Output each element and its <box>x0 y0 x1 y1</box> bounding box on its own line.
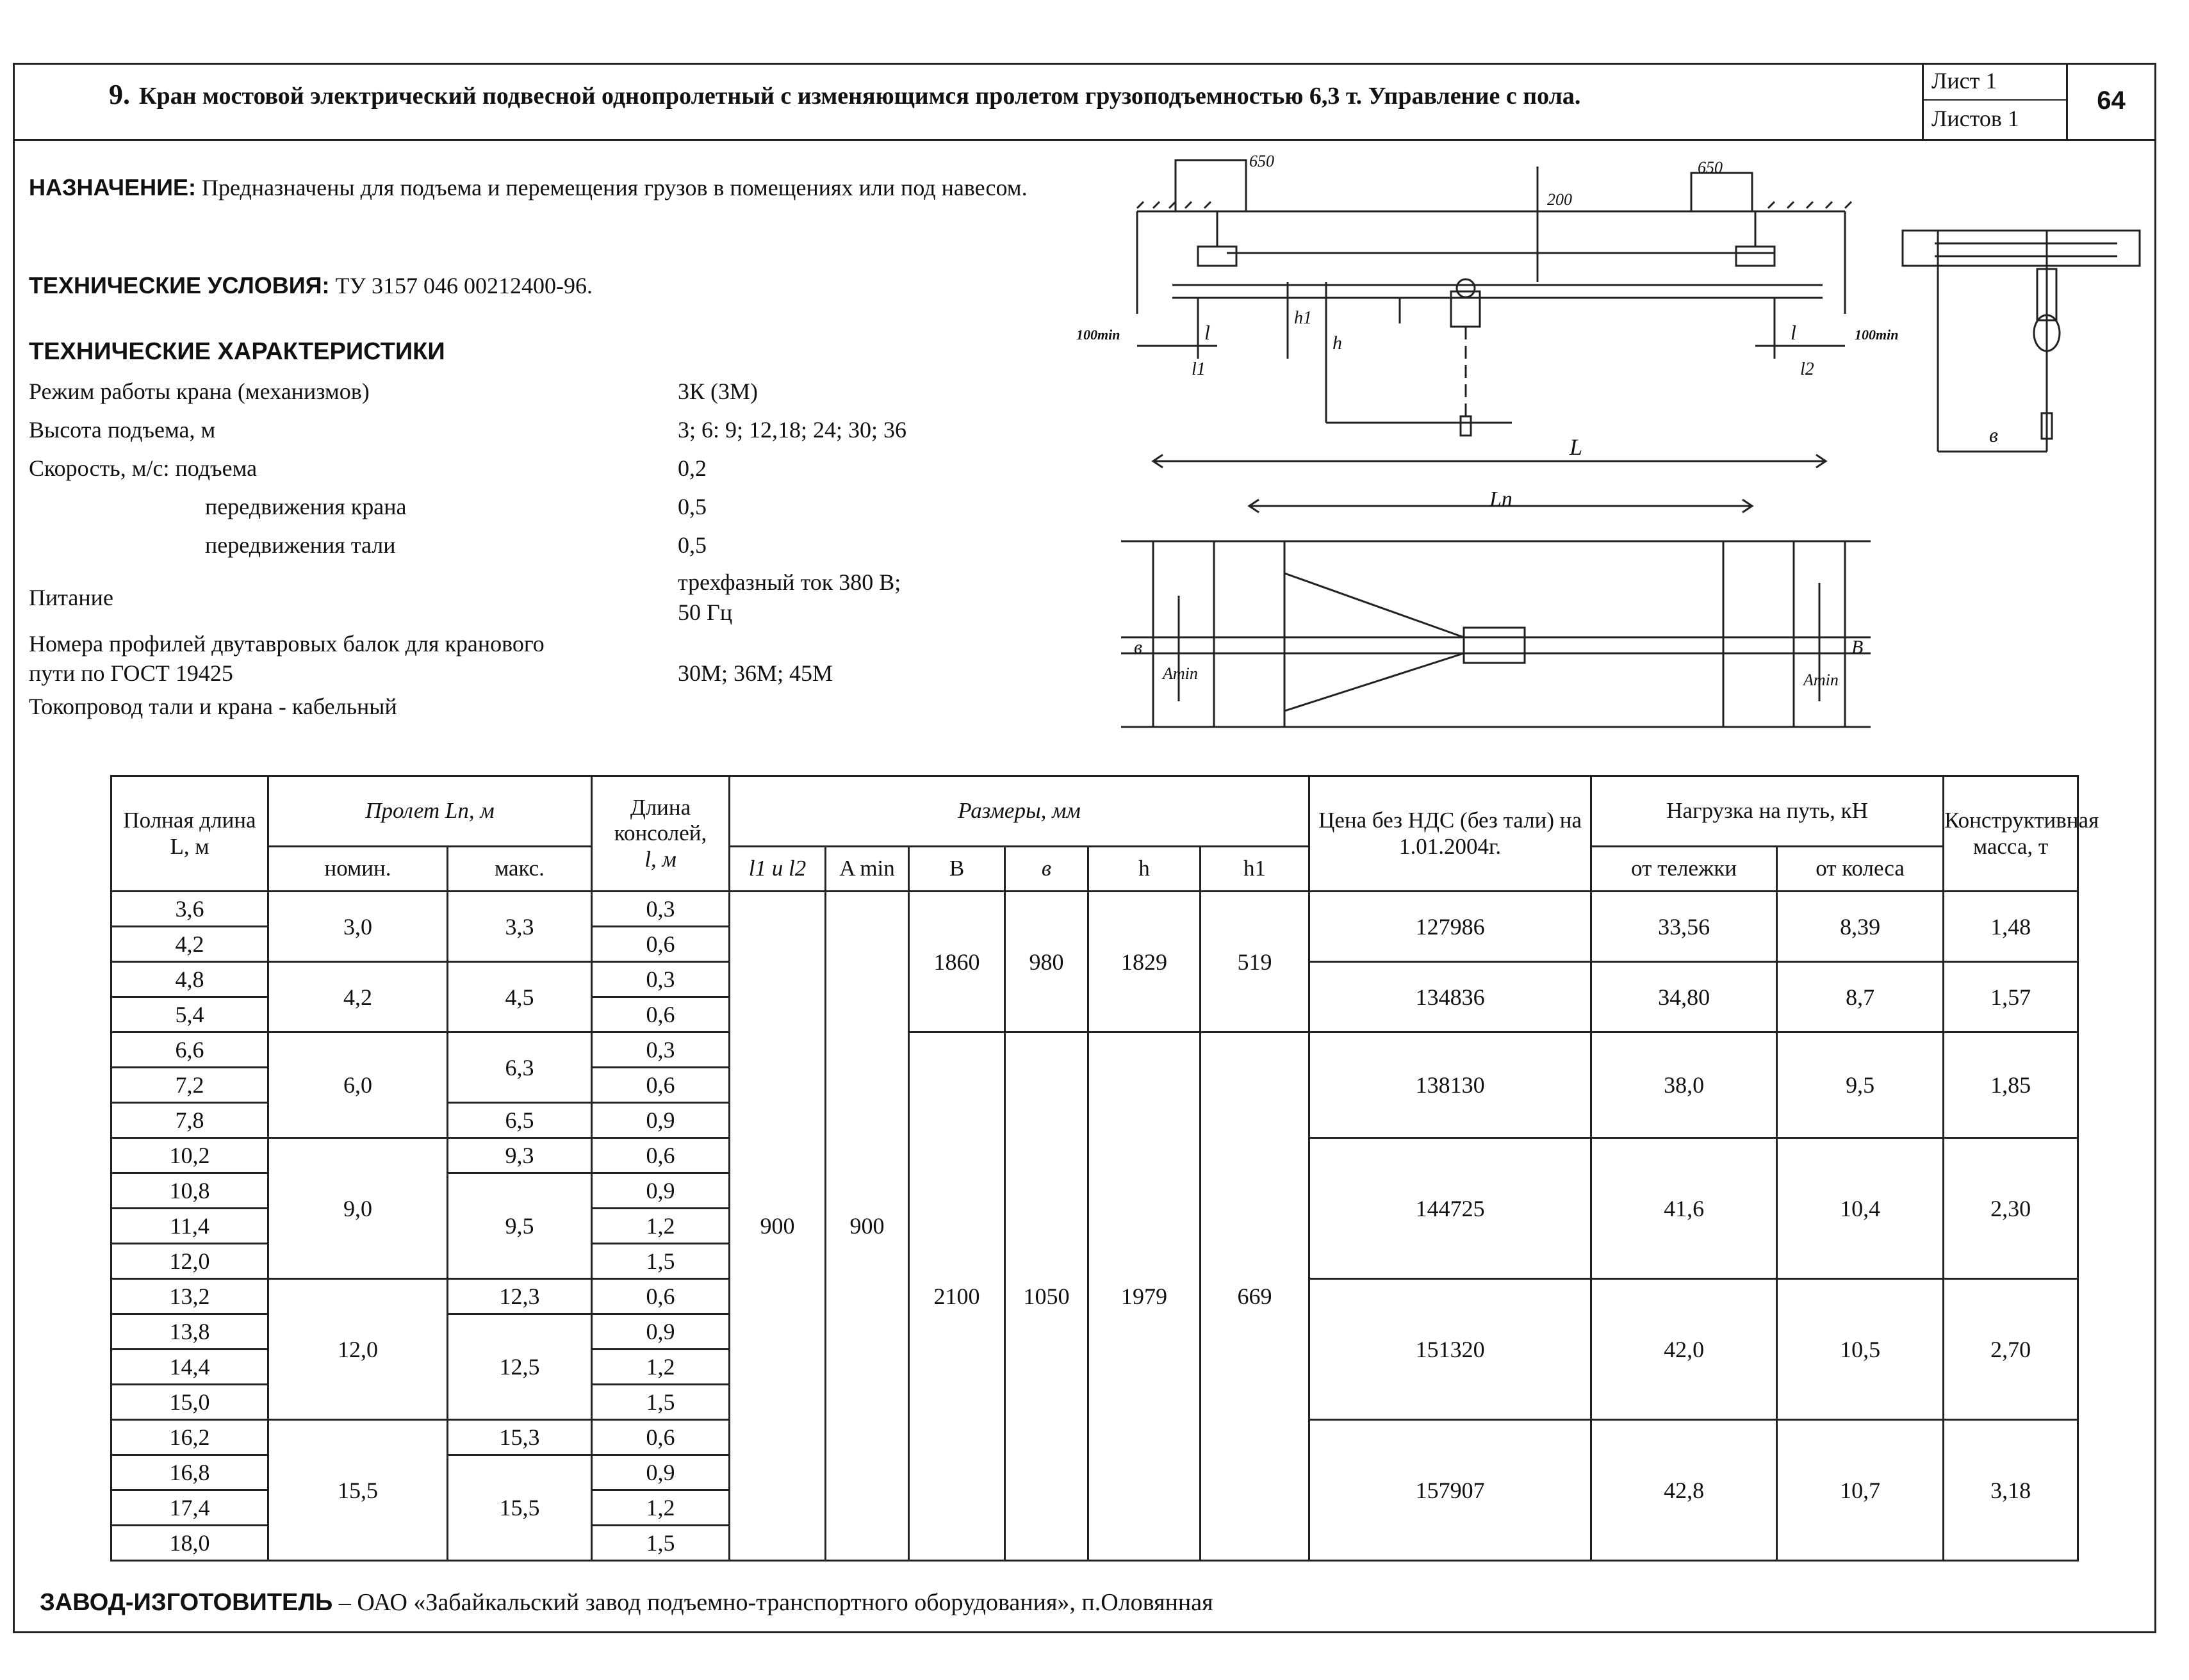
dim-B-right: B <box>1851 637 1864 658</box>
table-cell-trolley: 34,80 <box>1591 962 1777 1032</box>
table-cell-h: 1829 <box>1088 892 1201 1032</box>
table-cell-console: 1,2 <box>592 1490 730 1526</box>
table-cell-price: 134836 <box>1309 962 1591 1032</box>
title-text: Кран мостовой электрический подвесной однопролетный с изменяющимся пролетом грузоподъемностью 6,3 т. Управление с пола. <box>139 83 1581 110</box>
table-cell-console: 0,9 <box>592 1173 730 1209</box>
dim-L: L <box>1570 434 1583 460</box>
th-console: Длина консолей, l, м <box>592 776 730 892</box>
tech-conditions <box>29 272 593 299</box>
table-cell-console: 1,5 <box>592 1244 730 1279</box>
table-cell-length: 7,8 <box>111 1103 268 1138</box>
dim-650-left: 650 <box>1249 152 1274 170</box>
table-cell-console: 1,2 <box>592 1209 730 1244</box>
table-cell-length: 4,8 <box>111 962 268 997</box>
table-cell-wheel: 10,7 <box>1777 1420 1944 1561</box>
table-cell-length: 11,4 <box>111 1209 268 1244</box>
table-cell-console: 0,3 <box>592 962 730 997</box>
table-cell-span-nom: 4,2 <box>268 962 448 1032</box>
table-cell-console: 0,6 <box>592 1068 730 1103</box>
table-cell-span-nom: 12,0 <box>268 1279 448 1420</box>
table-cell-price: 138130 <box>1309 1032 1591 1138</box>
table-cell-amin: 900 <box>826 892 909 1561</box>
table-cell-console: 0,9 <box>592 1103 730 1138</box>
table-cell-trolley: 38,0 <box>1591 1032 1777 1138</box>
char-value-6: 30М; 36М; 45М <box>678 660 833 686</box>
page-number: 64 <box>2066 63 2154 139</box>
table-cell-b: 980 <box>1005 892 1088 1032</box>
dim-b-side: в <box>1989 423 1998 446</box>
manufacturer-text: – ОАО «Забайкальский завод подъемно-транспортного оборудования», п.Оловянная <box>332 1589 1213 1616</box>
crane-top-view-drawing <box>1115 487 1903 775</box>
table-cell-B: 2100 <box>909 1032 1005 1561</box>
table-cell-length: 13,8 <box>111 1314 268 1350</box>
table-cell-span-max: 6,3 <box>448 1032 592 1103</box>
table-cell-span-nom: 6,0 <box>268 1032 448 1138</box>
table-cell-length: 14,4 <box>111 1350 268 1385</box>
char-value-5b: 50 Гц <box>678 599 733 625</box>
crane-front-view-drawing <box>1076 152 1899 487</box>
table-cell-span-max: 9,3 <box>448 1138 592 1173</box>
th-sizes: Размеры, мм <box>730 776 1309 847</box>
table-cell-mass: 1,85 <box>1944 1032 2078 1138</box>
dim-h: h <box>1332 332 1342 354</box>
th-span: Пролет Lп, м <box>268 776 592 847</box>
th-mass: Конструктивная масса, т <box>1944 776 2078 892</box>
th-b: в <box>1005 847 1088 892</box>
table-cell-span-max: 3,3 <box>448 892 592 962</box>
table-cell-mass: 1,48 <box>1944 892 2078 962</box>
dim-l-left: l <box>1204 321 1210 344</box>
purpose-block <box>29 173 1086 202</box>
char-label-3: передвижения крана <box>205 494 407 519</box>
char-label-4: передвижения тали <box>205 532 396 558</box>
table-cell-mass: 2,70 <box>1944 1279 2078 1420</box>
char-label-7: Токопровод тали и крана - кабельный <box>29 694 397 719</box>
table-cell-price: 157907 <box>1309 1420 1591 1561</box>
table-cell-wheel: 9,5 <box>1777 1032 1944 1138</box>
char-value-5: трехфазный ток 380 В; <box>678 569 901 595</box>
table-cell-span-nom: 3,0 <box>268 892 448 962</box>
table-cell-console: 0,6 <box>592 997 730 1032</box>
table-cell-console: 1,5 <box>592 1385 730 1420</box>
table-cell-length: 3,6 <box>111 892 268 927</box>
char-label-5: Питание <box>29 585 113 610</box>
dim-h1: h1 <box>1294 308 1312 328</box>
sheet-box <box>1922 63 2066 139</box>
table-cell-console: 0,9 <box>592 1455 730 1490</box>
table-cell-span-max: 12,3 <box>448 1279 592 1314</box>
purpose-text: Предназначены для подъема и перемещения грузов в помещениях или под навесом. <box>201 175 1028 200</box>
table-cell-length: 12,0 <box>111 1244 268 1279</box>
table-cell-wheel: 10,5 <box>1777 1279 1944 1420</box>
table-cell-length: 16,8 <box>111 1455 268 1490</box>
table-cell-console: 0,6 <box>592 1279 730 1314</box>
table-cell-length: 4,2 <box>111 927 268 962</box>
dim-B-left: в <box>1134 637 1143 658</box>
table-cell-length: 10,8 <box>111 1173 268 1209</box>
section-number: 9. <box>109 79 130 110</box>
th-load-wheel: от колеса <box>1777 847 1944 892</box>
table-cell-span-max: 15,5 <box>448 1455 592 1561</box>
purpose-label: НАЗНАЧЕНИЕ: <box>29 174 196 200</box>
table-cell-span-nom: 15,5 <box>268 1420 448 1561</box>
dim-l2: l2 <box>1800 359 1814 379</box>
characteristics-heading: ТЕХНИЧЕСКИЕ ХАРАКТЕРИСТИКИ <box>29 338 445 365</box>
char-label-6b: пути по ГОСТ 19425 <box>29 660 233 686</box>
th-load: Нагрузка на путь, кН <box>1591 776 1944 847</box>
tech-conditions-label: ТЕХНИЧЕСКИЕ УСЛОВИЯ: <box>29 272 330 298</box>
table-cell-console: 1,2 <box>592 1350 730 1385</box>
char-value-1: 3; 6: 9; 12,18; 24; 30; 36 <box>678 417 907 443</box>
title-bar <box>13 63 2156 141</box>
table-cell-console: 0,9 <box>592 1314 730 1350</box>
char-label-6: Номера профилей двутавровых балок для кранового <box>29 631 545 657</box>
table-cell-length: 10,2 <box>111 1138 268 1173</box>
crane-spec-table <box>110 775 2099 1562</box>
sheets-label: Листов 1 <box>1931 106 2019 131</box>
table-cell-h1: 669 <box>1201 1032 1309 1561</box>
page-title <box>109 78 1903 111</box>
table-cell-wheel: 10,4 <box>1777 1138 1944 1279</box>
table-cell-B: 1860 <box>909 892 1005 1032</box>
dim-100min-right: 100min <box>1855 327 1899 343</box>
dim-l-right: l <box>1791 321 1796 344</box>
table-cell-trolley: 41,6 <box>1591 1138 1777 1279</box>
table-cell-console: 0,3 <box>592 892 730 927</box>
th-span-max: макс. <box>448 847 592 892</box>
th-amin: A min <box>826 847 909 892</box>
table-cell-length: 7,2 <box>111 1068 268 1103</box>
table-cell-console: 0,6 <box>592 1138 730 1173</box>
table-cell-price: 127986 <box>1309 892 1591 962</box>
table-cell-length: 13,2 <box>111 1279 268 1314</box>
table-cell-span-max: 6,5 <box>448 1103 592 1138</box>
th-load-trolley: от тележки <box>1591 847 1777 892</box>
table-cell-length: 18,0 <box>111 1526 268 1561</box>
dim-Ln: Lп <box>1489 487 1513 511</box>
dim-200: 200 <box>1547 190 1572 209</box>
th-price: Цена без НДС (без тали) на 1.01.2004г. <box>1309 776 1591 892</box>
table-cell-mass: 2,30 <box>1944 1138 2078 1279</box>
char-value-0: 3К (3М) <box>678 379 758 404</box>
dim-l1: l1 <box>1192 359 1206 379</box>
table-cell-console: 0,3 <box>592 1032 730 1068</box>
manufacturer-footer <box>40 1588 1213 1617</box>
table-cell-h1: 519 <box>1201 892 1309 1032</box>
th-h: h <box>1088 847 1201 892</box>
table-cell-span-nom: 9,0 <box>268 1138 448 1279</box>
table-cell-b: 1050 <box>1005 1032 1088 1561</box>
char-label-1: Высота подъема, м <box>29 417 216 443</box>
table-cell-trolley: 42,0 <box>1591 1279 1777 1420</box>
char-label-0: Режим работы крана (механизмов) <box>29 379 370 404</box>
table-cell-mass: 3,18 <box>1944 1420 2078 1561</box>
char-value-4: 0,5 <box>678 532 707 558</box>
table-cell-trolley: 33,56 <box>1591 892 1777 962</box>
table-cell-length: 16,2 <box>111 1420 268 1455</box>
th-l1l2: l1 и l2 <box>730 847 826 892</box>
sheet-label: Лист 1 <box>1924 63 2066 101</box>
dim-650-right: 650 <box>1698 158 1723 177</box>
table-cell-price: 144725 <box>1309 1138 1591 1279</box>
table-cell-span-max: 4,5 <box>448 962 592 1032</box>
table-cell-trolley: 42,8 <box>1591 1420 1777 1561</box>
table-cell-span-max: 12,5 <box>448 1314 592 1420</box>
table-cell-length: 17,4 <box>111 1490 268 1526</box>
th-h1: h1 <box>1201 847 1309 892</box>
table-cell-length: 6,6 <box>111 1032 268 1068</box>
table-cell-mass: 1,57 <box>1944 962 2078 1032</box>
dim-100min-left: 100min <box>1076 327 1120 343</box>
table-cell-length: 5,4 <box>111 997 268 1032</box>
table-cell-console: 0,6 <box>592 1420 730 1455</box>
manufacturer-label: ЗАВОД-ИЗГОТОВИТЕЛЬ <box>40 1589 333 1616</box>
th-span-nom: номин. <box>268 847 448 892</box>
table-cell-l1l2: 900 <box>730 892 826 1561</box>
char-label-2: Скорость, м/с: подъема <box>29 455 258 481</box>
table-cell-span-max: 15,3 <box>448 1420 592 1455</box>
th-full-length: Полная длина L, м <box>111 776 268 892</box>
table-cell-span-max: 9,5 <box>448 1173 592 1279</box>
table-cell-length: 15,0 <box>111 1385 268 1420</box>
th-B: B <box>909 847 1005 892</box>
table-cell-console: 0,6 <box>592 927 730 962</box>
table-cell-console: 1,5 <box>592 1526 730 1561</box>
dim-amin-left: Amin <box>1163 664 1198 683</box>
dim-amin-right: Amin <box>1803 671 1839 689</box>
table-cell-price: 151320 <box>1309 1279 1591 1420</box>
crane-side-view-drawing <box>1899 221 2162 477</box>
tech-conditions-text: ТУ 3157 046 00212400-96. <box>335 273 593 298</box>
char-value-3: 0,5 <box>678 494 707 519</box>
table-cell-wheel: 8,39 <box>1777 892 1944 962</box>
char-value-2: 0,2 <box>678 455 707 481</box>
table-cell-h: 1979 <box>1088 1032 1201 1561</box>
table-cell-wheel: 8,7 <box>1777 962 1944 1032</box>
